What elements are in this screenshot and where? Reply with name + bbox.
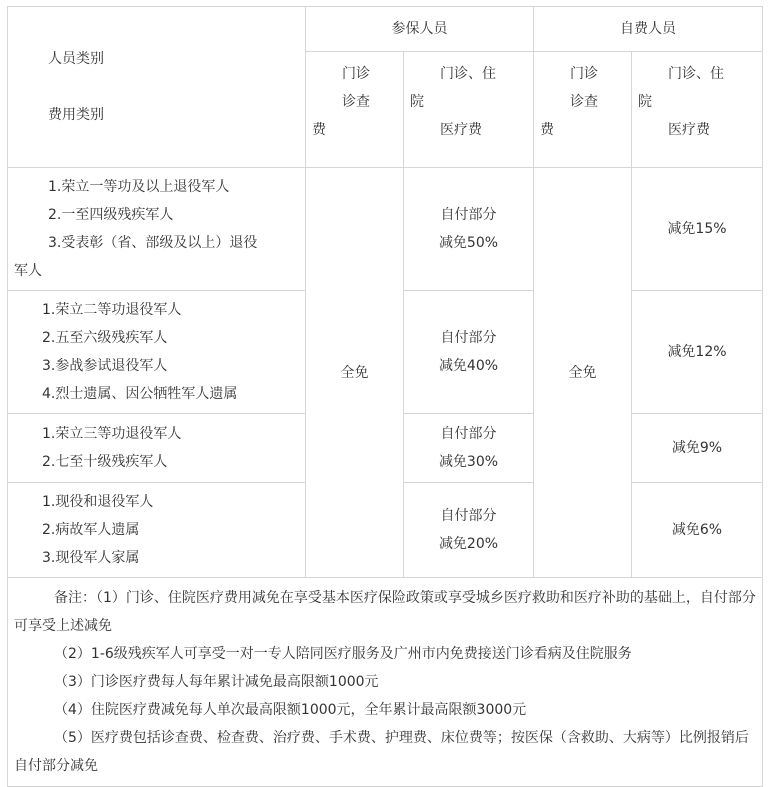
group-1-insured-reduction: 自付部分 减免50% [404,168,534,291]
group-1-categories: 1.荣立一等功及以上退役军人 2.一至四级残疾军人 3.受表彰（省、部级及以上）退役 军人 [8,168,306,291]
group-3-self-reduction: 减免9% [632,414,763,483]
group-2-insured-reduction: 自付部分 减免40% [404,291,534,414]
category-header-cell [8,7,306,168]
notes-cell [8,578,763,787]
group-2-self-reduction: 减免12% [632,291,763,414]
person-category-label: 人员类别 [48,51,104,67]
insured-both-header: 门诊、住 院 医疗费 [404,52,534,168]
group-3-categories: 1.荣立三等功退役军人 2.七至十级残疾军人 [8,414,306,483]
note-2: （2）1-6级残疾军人可享受一对一专人陪同医疗服务及广州市内免费接送门诊看病及住院服务 [54,646,632,662]
self-outpatient-exempt: 全免 [534,168,632,578]
group-4-insured-reduction: 自付部分 减免20% [404,483,534,578]
insured-outpatient-exempt: 全免 [306,168,404,578]
insured-outpatient-header: 门诊 诊查 费 [306,52,404,168]
fee-category-label: 费用类别 [48,107,104,123]
group-4-categories: 1.现役和退役军人 2.病故军人遗属 3.现役军人家属 [8,483,306,578]
self-outpatient-header: 门诊 诊查 费 [534,52,632,168]
benefit-table [7,6,763,787]
note-5: （5）医疗费包括诊查费、检查费、治疗费、手术费、护理费、床位费等；按医保（含救助、大病等）比例报销后自付部分减免 [14,730,749,774]
group-4-self-reduction: 减免6% [632,483,763,578]
self-both-header: 门诊、住 院 医疗费 [632,52,763,168]
insured-header: 参保人员 [306,7,534,52]
note-1: 备注：（1）门诊、住院医疗费用减免在享受基本医疗保险政策或享受城乡医疗救助和医疗补助的基础上，自付部分可享受上述减免 [14,590,756,634]
self-paid-header: 自费人员 [534,7,763,52]
note-4: （4）住院医疗费减免每人单次最高限额1000元，全年累计最高限额3000元 [54,702,527,718]
note-3: （3）门诊医疗费每人每年累计减免最高限额1000元 [54,674,379,690]
group-2-categories: 1.荣立二等功退役军人 2.五至六级残疾军人 3.参战参试退役军人 4.烈士遗属、因公牺牲军人遗属 [8,291,306,414]
group-1-self-reduction: 减免15% [632,168,763,291]
group-3-insured-reduction: 自付部分 减免30% [404,414,534,483]
